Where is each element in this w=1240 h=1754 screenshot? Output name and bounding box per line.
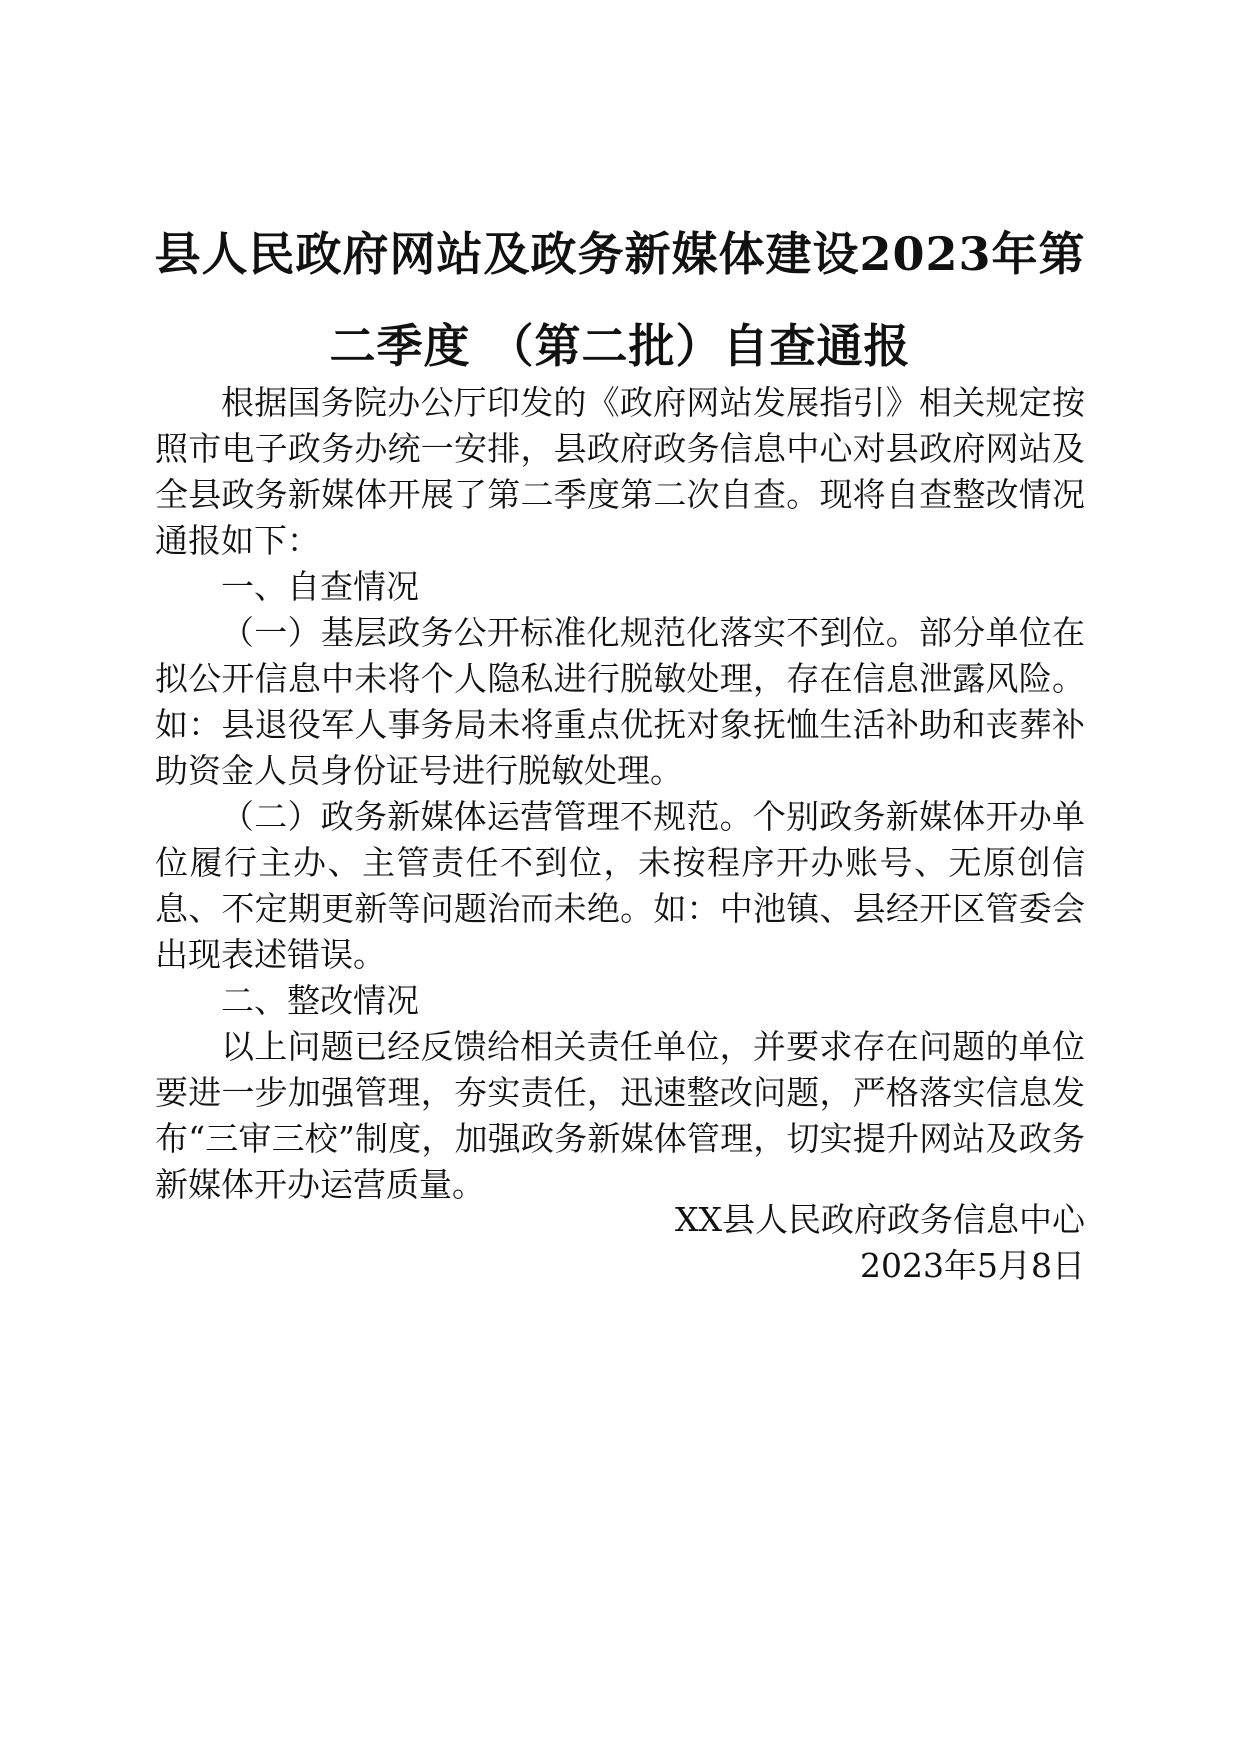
- document-title-line-2: 二季度 （第二批）自查通报: [329, 319, 911, 373]
- issue-paragraph-1: （一）基层政务公开标准化规范化落实不到位。部分单位在拟公开信息中未将个人隐私进行脱敏处理，存在信息泄露风险。如：县退役军人事务局未将重点优抚对象抚恤生活补助和丧葬补助资金人员身份证号进行脱敏处理。: [155, 613, 1085, 790]
- section-heading-rectification: 二、整改情况: [221, 981, 419, 1020]
- signature-organization: XX县人民政府政务信息中心: [675, 1200, 1085, 1239]
- document-body: [155, 380, 1085, 1208]
- issue-paragraph-2: （二）政务新媒体运营管理不规范。个别政务新媒体开办单位履行主办、主管责任不到位，未按程序开办账号、无原创信息、不定期更新等问题治而未绝。如：中池镇、县经开区管委会出现表述错误。: [155, 797, 1085, 974]
- signature-date: 2023年5月8日: [860, 1246, 1085, 1285]
- intro-paragraph: 根据国务院办公厅印发的《政府网站发展指引》相关规定按照市电子政务办统一安排，县政府政务信息中心对县政府网站及全县政务新媒体开展了第二季度第二次自查。现将自查整改情况通报如下：: [155, 383, 1085, 560]
- section-heading-self-check: 一、自查情况: [221, 567, 419, 606]
- rectification-paragraph: 以上问题已经反馈给相关责任单位，并要求存在问题的单位要进一步加强管理，夯实责任，迅速整改问题，严格落实信息发布“三审三校”制度，加强政务新媒体管理，切实提升网站及政务新媒体开办运营质量。: [155, 1027, 1085, 1204]
- document-title-line-1: 县人民政府网站及政务新媒体建设2023年第: [154, 227, 1086, 281]
